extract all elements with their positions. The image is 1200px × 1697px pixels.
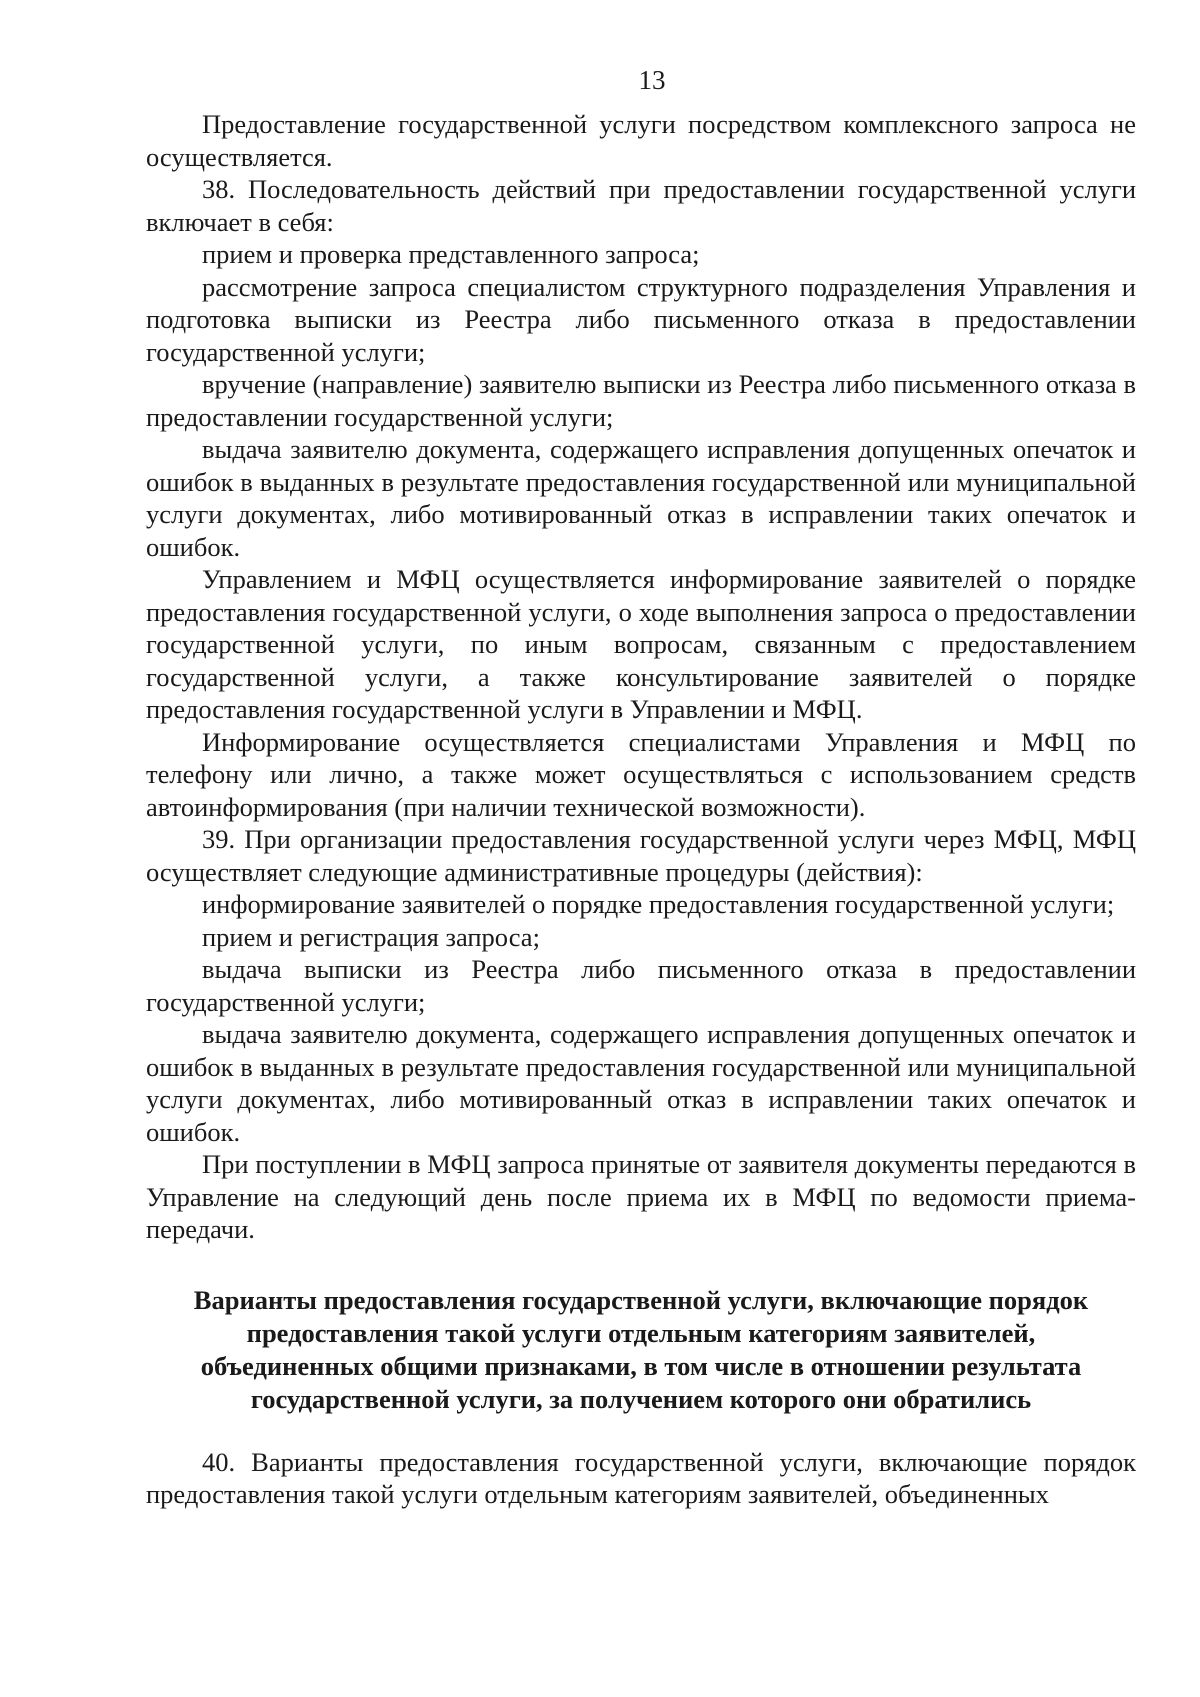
list-item-mfc-issue-corrections: выдача заявителю документа, содержащего исправления допущенных опечаток и ошибок в выданных в результате предоставления государственной или муниципальной услуги документах, либо мотивированный отказ в исправлении таких опечаток и ошибок. [146, 1019, 1136, 1147]
paragraph-40-variants: 40. Варианты предоставления государственной услуги, включающие порядок предоставления такой услуги отдельным категориям заявителей, объединенных [146, 1446, 1136, 1509]
section-heading-line: государственной услуги, за получением которого они обратились [250, 1383, 1032, 1414]
section-heading [146, 1284, 1136, 1416]
section-heading-line: Варианты предоставления государственной услуги, включающие порядок [193, 1284, 1089, 1315]
document-page [146, 64, 1136, 1511]
paragraph-informing-specialists: Информирование осуществляется специалистами Управления и МФЦ по телефону или лично, а также может осуществляться с использованием средств автоинформирования (при наличии технической возможности). [146, 726, 1136, 822]
list-item-review-request: рассмотрение запроса специалистом структурного подразделения Управления и подготовка выписки из Реестра либо письменного отказа в предоставлении государственной услуги; [146, 271, 1136, 367]
section-heading-line: предоставления такой услуги отдельным категориям заявителей, [246, 1317, 1036, 1348]
list-item-receive-check: прием и проверка представленного запроса; [202, 239, 700, 269]
paragraph-complex-request: Предоставление государственной услуги посредством комплексного запроса не осуществляется. [146, 109, 1136, 172]
section-heading-line: объединенных общими признаками, в том числе в отношении результата [200, 1350, 1082, 1381]
page-number: 13 [638, 65, 666, 95]
paragraph-39-mfc: 39. При организации предоставления государственной услуги через МФЦ, МФЦ осуществляет следующие административные процедуры (действия): [146, 824, 1136, 887]
paragraph-38-sequence: 38. Последовательность действий при предоставлении государственной услуги включает в себя: [146, 174, 1136, 237]
list-item-mfc-informing: информирование заявителей о порядке предоставления государственной услуги; [202, 889, 1115, 919]
list-item-mfc-issue-extract: выдача выписки из Реестра либо письменного отказа в предоставлении государственной услуги; [146, 954, 1136, 1017]
list-item-issue-corrections: выдача заявителю документа, содержащего исправления допущенных опечаток и ошибок в выданных в результате предоставления государственной или муниципальной услуги документах, либо мотивированный отказ в исправлении таких опечаток и ошибок. [146, 434, 1136, 562]
paragraph-mfc-transfer: При поступлении в МФЦ запроса принятые от заявителя документы передаются в Управление на следующий день после приема их в МФЦ по ведомости приема-передачи. [146, 1149, 1136, 1244]
paragraph-informing: Управлением и МФЦ осуществляется информирование заявителей о порядке предоставления государственной услуги, о ходе выполнения запроса о предоставлении государственной услуги, по иным вопросам, связанным с предоставлением государственной услуги, а также консультирование заявителей о порядке предоставления государственной услуги в Управлении и МФЦ. [146, 564, 1136, 724]
list-item-deliver-extract: вручение (направление) заявителю выписки из Реестра либо письменного отказа в предоставлении государственной услуги; [146, 369, 1136, 432]
list-item-mfc-registration: прием и регистрация запроса; [202, 921, 540, 952]
